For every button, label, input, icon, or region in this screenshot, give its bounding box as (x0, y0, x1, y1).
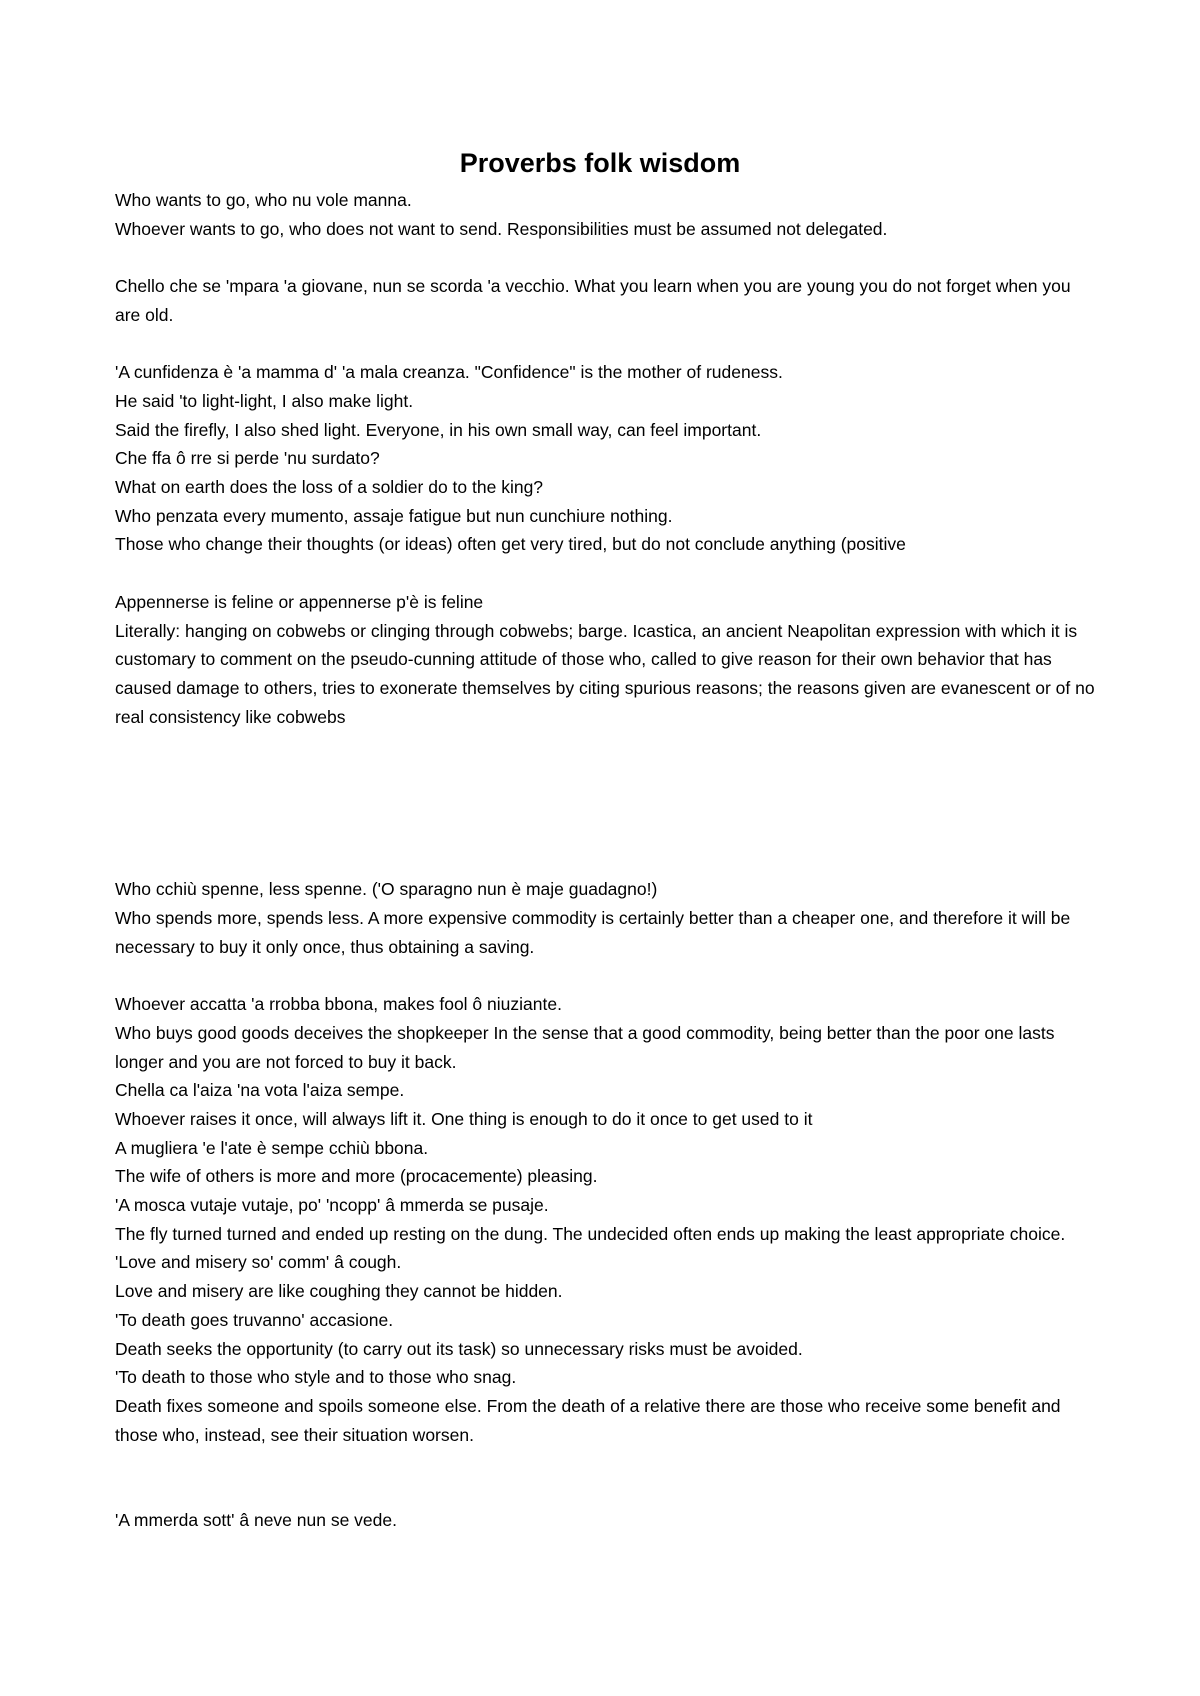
proverb-line: He said 'to light-light, I also make light. (115, 390, 414, 411)
proverb-line: The wife of others is more and more (procacemente) pleasing. (115, 1166, 598, 1187)
page-title: Proverbs folk wisdom (459, 148, 741, 178)
paragraph-gap (115, 961, 1095, 990)
paragraph-gap (115, 330, 1095, 359)
proverb-line: The fly turned turned and ended up resting on the dung. The undecided often ends up making the least appropriate choice. (115, 1223, 1066, 1244)
paragraph-gap (115, 243, 1095, 272)
proverb-line: Who spends more, spends less. A more expensive commodity is certainly better than a cheaper one, and therefore it will be necessary to buy it only once, thus obtaining a saving. (115, 908, 1071, 957)
proverb-line: Whoever raises it once, will always lift it. One thing is enough to do it once to get used to it (115, 1108, 813, 1129)
proverb-line: Whoever wants to go, who does not want to send. Responsibilities must be assumed not delegated. (115, 218, 888, 239)
proverb-line: Death seeks the opportunity (to carry out its task) so unnecessary risks must be avoided. (115, 1338, 803, 1359)
proverb-line: 'To death goes truvanno' accasione. (115, 1309, 394, 1330)
proverb-line: 'To death to those who style and to those who snag. (115, 1367, 517, 1388)
proverb-line: Whoever accatta 'a rrobba bbona, makes fool ô niuziante. (115, 994, 562, 1015)
proverb-line: Appennerse is feline or appennerse p'è is feline (115, 591, 484, 612)
proverb-line: Those who change their thoughts (or ideas) often get very tired, but do not conclude anything (positive (115, 534, 906, 555)
proverb-line: Who buys good goods deceives the shopkeeper In the sense that a good commodity, being better than the poor one lasts longer and you are not forced to buy it back. (115, 1022, 1055, 1072)
proverb-line: Literally: hanging on cobwebs or clinging through cobwebs; barge. Icastica, an ancient Neapolitan expression with which it is customary to comment on the pseudo-cunning attitude of those who, called to give reason for their own behavior that has caused damage to others, tries to exonerate themselves by citing spurious reasons; the reasons given are evanescent or of no real consistency like cobwebs (115, 620, 1095, 727)
proverb-line: 'A mmerda sott' â neve nun se vede. (115, 1510, 397, 1531)
proverb-line: Who wants to go, who nu vole manna. (115, 190, 412, 210)
proverb-line: Death fixes someone and spoils someone else. From the death of a relative there are those who receive some benefit and those who, instead, see their situation worsen. (115, 1395, 1061, 1445)
proverb-line: Love and misery are like coughing they cannot be hidden. (115, 1281, 563, 1302)
proverb-line: Said the firefly, I also shed light. Everyone, in his own small way, can feel important. (115, 419, 762, 440)
proverb-line: 'Love and misery so' comm' â cough. (115, 1252, 402, 1273)
paragraph-gap (115, 559, 1095, 588)
proverb-line: Chella ca l'aiza 'na vota l'aiza sempe. (115, 1080, 405, 1101)
proverb-line: Chello che se 'mpara 'a giovane, nun se scorda 'a vecchio. What you learn when you are young you do not forget when you are old. (115, 276, 1071, 325)
document-body (115, 186, 1095, 1535)
paragraph-gap (115, 1449, 1095, 1506)
paragraph-gap (115, 731, 1095, 875)
proverb-line: 'A mosca vutaje vutaje, po' 'ncopp' â mmerda se pusaje. (115, 1195, 549, 1216)
proverb-line: What on earth does the loss of a soldier do to the king? (115, 477, 544, 497)
proverb-line: A mugliera 'e l'ate è sempe cchiù bbona. (115, 1137, 429, 1158)
proverb-line: Who cchiù spenne, less spenne. ('O sparagno nun è maje guadagno!) (115, 879, 658, 900)
proverb-line: 'A cunfidenza è 'a mamma d' 'a mala creanza. "Confidence" is the mother of rudeness. (115, 362, 783, 383)
proverb-line: Che ffa ô rre si perde 'nu surdato? (115, 448, 380, 469)
proverb-line: Who penzata every mumento, assaje fatigue but nun cunchiure nothing. (115, 505, 673, 526)
